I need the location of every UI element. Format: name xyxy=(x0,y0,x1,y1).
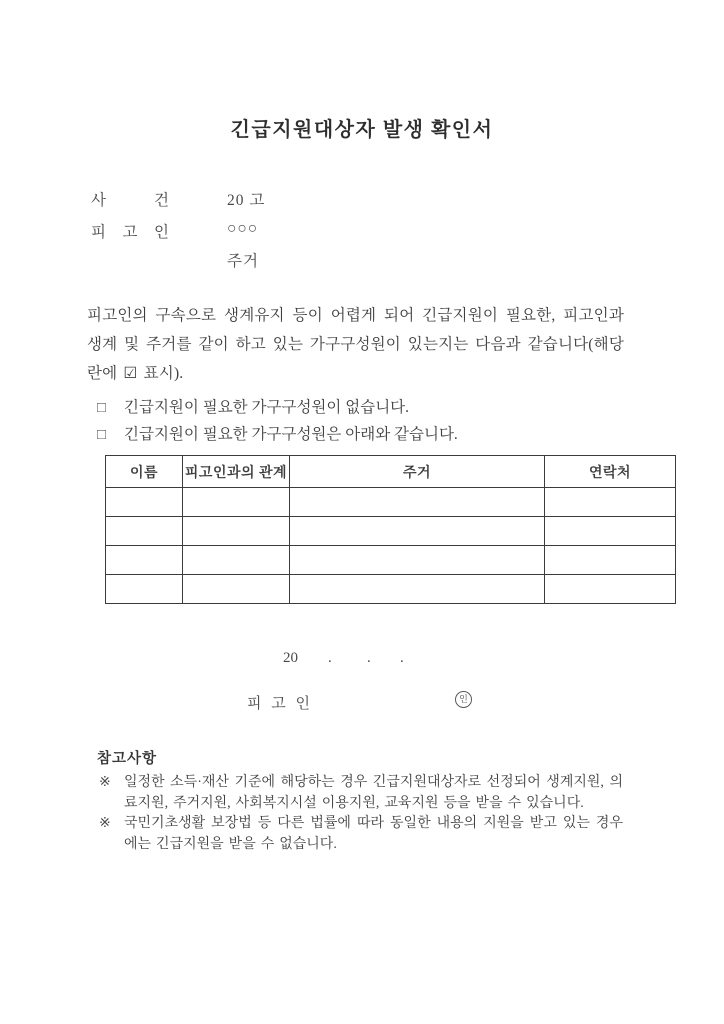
signature-line xyxy=(0,692,724,714)
note-text: 일정한 소득·재산 기준에 해당하는 경우 긴급지원대상자로 선정되어 생계지원, 의료지원, 주거지원, 사회복지시설 이용지원, 교육지원 등을 받을 수 있습니다. xyxy=(124,775,623,811)
page-title: 긴급지원대상자 발생 확인서 xyxy=(230,119,494,141)
table-row xyxy=(106,517,676,546)
cell-relation[interactable] xyxy=(183,575,290,604)
cell-residence[interactable] xyxy=(290,575,545,604)
table-row xyxy=(106,488,676,517)
case-number-value: 20 고 xyxy=(227,192,266,209)
header-contact: 연락처 xyxy=(545,456,676,488)
residence-value: 주거 xyxy=(227,253,259,270)
date-dot: . xyxy=(400,650,404,666)
cell-contact[interactable] xyxy=(545,575,676,604)
seal-icon: 인 xyxy=(455,691,472,708)
cell-residence[interactable] xyxy=(290,546,545,575)
note-text: 국민기초생활 보장법 등 다른 법률에 따라 동일한 내용의 지원을 받고 있는 경우에는 긴급지원을 받을 수 없습니다. xyxy=(124,816,623,852)
date-dot: . xyxy=(328,650,332,666)
table-header-row xyxy=(106,456,676,488)
cell-name[interactable] xyxy=(106,546,183,575)
notes-list xyxy=(99,773,623,855)
cell-relation[interactable] xyxy=(183,546,290,575)
header-relation: 피고인과의 관계 xyxy=(183,456,290,488)
checkbox-no-members[interactable]: □ xyxy=(97,400,107,416)
cell-name[interactable] xyxy=(106,488,183,517)
defendant-label: 피 고 인 xyxy=(91,224,169,241)
household-members-table xyxy=(105,455,676,604)
cell-relation[interactable] xyxy=(183,517,290,546)
reference-mark-icon: ※ xyxy=(99,775,111,790)
note-item xyxy=(99,814,623,855)
cell-contact[interactable] xyxy=(545,517,676,546)
checkbox-has-members[interactable]: □ xyxy=(97,427,107,443)
table-row xyxy=(106,546,676,575)
case-number-row xyxy=(0,188,724,210)
cell-residence[interactable] xyxy=(290,517,545,546)
cell-name[interactable] xyxy=(106,517,183,546)
residence-row xyxy=(0,249,724,271)
date-line xyxy=(0,650,724,670)
reference-mark-icon: ※ xyxy=(99,816,111,831)
header-name: 이름 xyxy=(106,456,183,488)
checkbox-line-has-members xyxy=(97,422,637,444)
table-row xyxy=(106,575,676,604)
cell-relation[interactable] xyxy=(183,488,290,517)
cell-contact[interactable] xyxy=(545,546,676,575)
signature-label: 피 고 인 xyxy=(247,696,310,712)
body-paragraph: 피고인의 구속으로 생계유지 등이 어렵게 되어 긴급지원이 필요한, 피고인과 생계 및 주거를 같이 하고 있는 가구구성원이 있는지는 다음과 같습니다(해당란에 ☑ 표시). xyxy=(87,307,624,382)
cell-contact[interactable] xyxy=(545,488,676,517)
notes-heading: 참고사항 xyxy=(97,751,158,767)
cell-residence[interactable] xyxy=(290,488,545,517)
checkbox-line-no-members xyxy=(97,395,637,417)
date-year-prefix: 20 xyxy=(283,650,298,666)
case-label: 사 건 xyxy=(91,192,169,209)
note-item xyxy=(99,773,623,814)
cell-name[interactable] xyxy=(106,575,183,604)
date-dot: . xyxy=(367,650,371,666)
defendant-name-value: ○○○ xyxy=(227,220,259,237)
checkbox-has-members-label: 긴급지원이 필요한 가구구성원은 아래와 같습니다. xyxy=(124,426,458,443)
defendant-row xyxy=(0,220,724,242)
checkbox-no-members-label: 긴급지원이 필요한 가구구성원이 없습니다. xyxy=(124,399,410,416)
header-residence: 주거 xyxy=(290,456,545,488)
